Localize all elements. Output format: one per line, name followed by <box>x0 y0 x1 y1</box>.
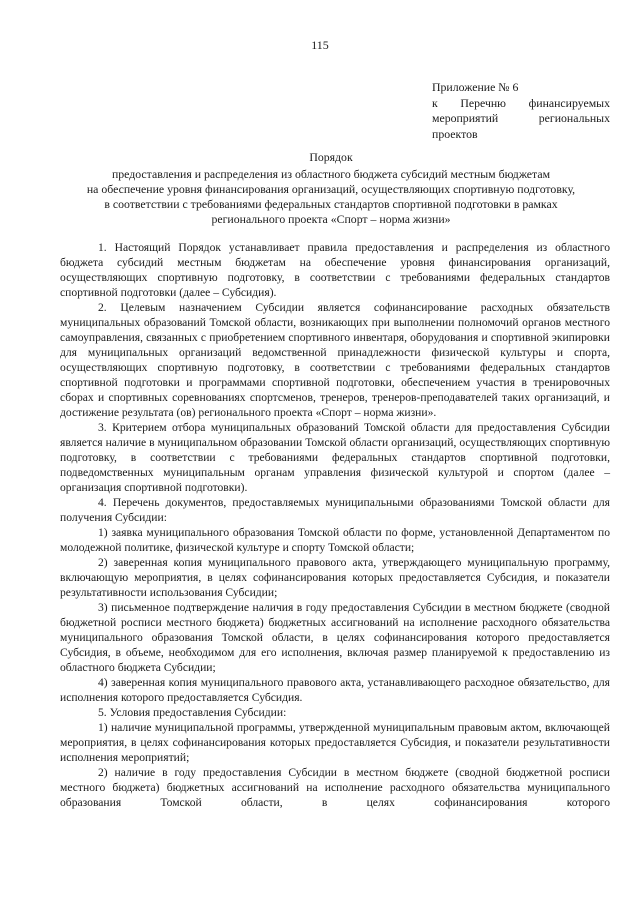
title-line: в соответствии с требованиями федеральных стандартов спортивной подготовки в рамках <box>104 197 558 211</box>
document-body <box>60 240 610 810</box>
document-title <box>56 150 606 227</box>
title-line: предоставления и распределения из областного бюджета субсидий местным бюджетам <box>111 167 551 181</box>
title-heading: Порядок <box>309 150 353 164</box>
appendix-header <box>432 80 610 142</box>
paragraph: 5. Условия предоставления Субсидии: <box>98 706 287 719</box>
paragraph: 1. Настоящий Порядок устанавливает правила предоставления и распределения из областного бюджета субсидий местным бюджетам на обеспечение уровня финансирования организаций, осуществляющих спортивную подготовку, в соответствии с требованиями федеральных стандартов спортивной подготовки (далее – Субсидия). <box>60 241 610 299</box>
appendix-line: мероприятий региональных <box>432 111 610 125</box>
paragraph: 2) заверенная копия муниципального правового акта, утверждающего муниципальную программу, включающую мероприятия, в целях софинансирования которых предоставляется Субсидия, и показатели результативности использования Субсидии; <box>60 556 610 599</box>
paragraph: 2) наличие в году предоставления Субсидии в местном бюджете (сводной бюджетной росписи местного бюджета) бюджетных ассигнований на исполнение расходного обязательства муниципального образования Томской области, в целях софинансирования которого <box>60 766 610 809</box>
paragraph: 3. Критерием отбора муниципальных образований Томской области для предоставления Субсидии является наличие в муниципальном образовании Томской области организаций, осуществляющих спортивную подготовку, в соответствии с требованиями федеральных стандартов спортивной подготовки, подведомственных муниципальным органам управления физической культурой и спортом (далее – организация спортивной подготовки). <box>60 421 610 494</box>
paragraph: 1) наличие муниципальной программы, утвержденной муниципальным правовым актом, включающей мероприятия, в целях софинансирования которых предоставляется Субсидия, и показатели результативности исполнения мероприятий; <box>60 721 610 764</box>
appendix-line: к Перечню финансируемых <box>432 95 610 110</box>
paragraph: 4) заверенная копия муниципального правового акта, устанавливающего расходное обязательство, для исполнения которого предоставляется Субсидия. <box>60 676 610 704</box>
paragraph: 3) письменное подтверждение наличия в году предоставления Субсидии в местном бюджете (сводной бюджетной росписи местного бюджета) бюджетных ассигнований на исполнение расходного обязательства муниципального образования Томской области, в целях софинансирования которого предоставляется Субсидия, в объеме, необходимом для его исполнения, включая размер планируемой к предоставлению из областного бюджета Субсидии; <box>60 601 610 674</box>
appendix-line: Приложение № 6 <box>432 80 519 94</box>
paragraph: 1) заявка муниципального образования Томской области по форме, установленной Департаментом по молодежной политике, физической культуре и спорту Томской области; <box>60 526 610 554</box>
paragraph: 2. Целевым назначением Субсидии является софинансирование расходных обязательств муниципальных образований Томской области, возникающих при выполнении полномочий органов местного самоуправления, связанных с приобретением спортивного инвентаря, оборудования и спортивной экипировки для муниципальных организаций ведомственной принадлежности физической культуры и спорта, осуществляющих спортивную подготовку, в соответствии с требованиями федеральных стандартов спортивной подготовки и программами спортивной подготовки, обеспечением участия в тренировочных сборах и спортивных соревнованиях спортсменов, тренеров, тренеров-преподавателей таких организаций, и достижение результата (ов) регионального проекта «Спорт – норма жизни». <box>60 301 610 419</box>
appendix-line: проектов <box>432 126 478 141</box>
page-number: 115 <box>311 38 329 52</box>
paragraph: 4. Перечень документов, предоставляемых муниципальными образованиями Томской области для получения Субсидии: <box>60 496 610 524</box>
title-line: регионального проекта «Спорт – норма жизни» <box>211 212 451 226</box>
title-line: на обеспечение уровня финансирования организаций, осуществляющих спортивную подготовку, <box>86 182 576 196</box>
